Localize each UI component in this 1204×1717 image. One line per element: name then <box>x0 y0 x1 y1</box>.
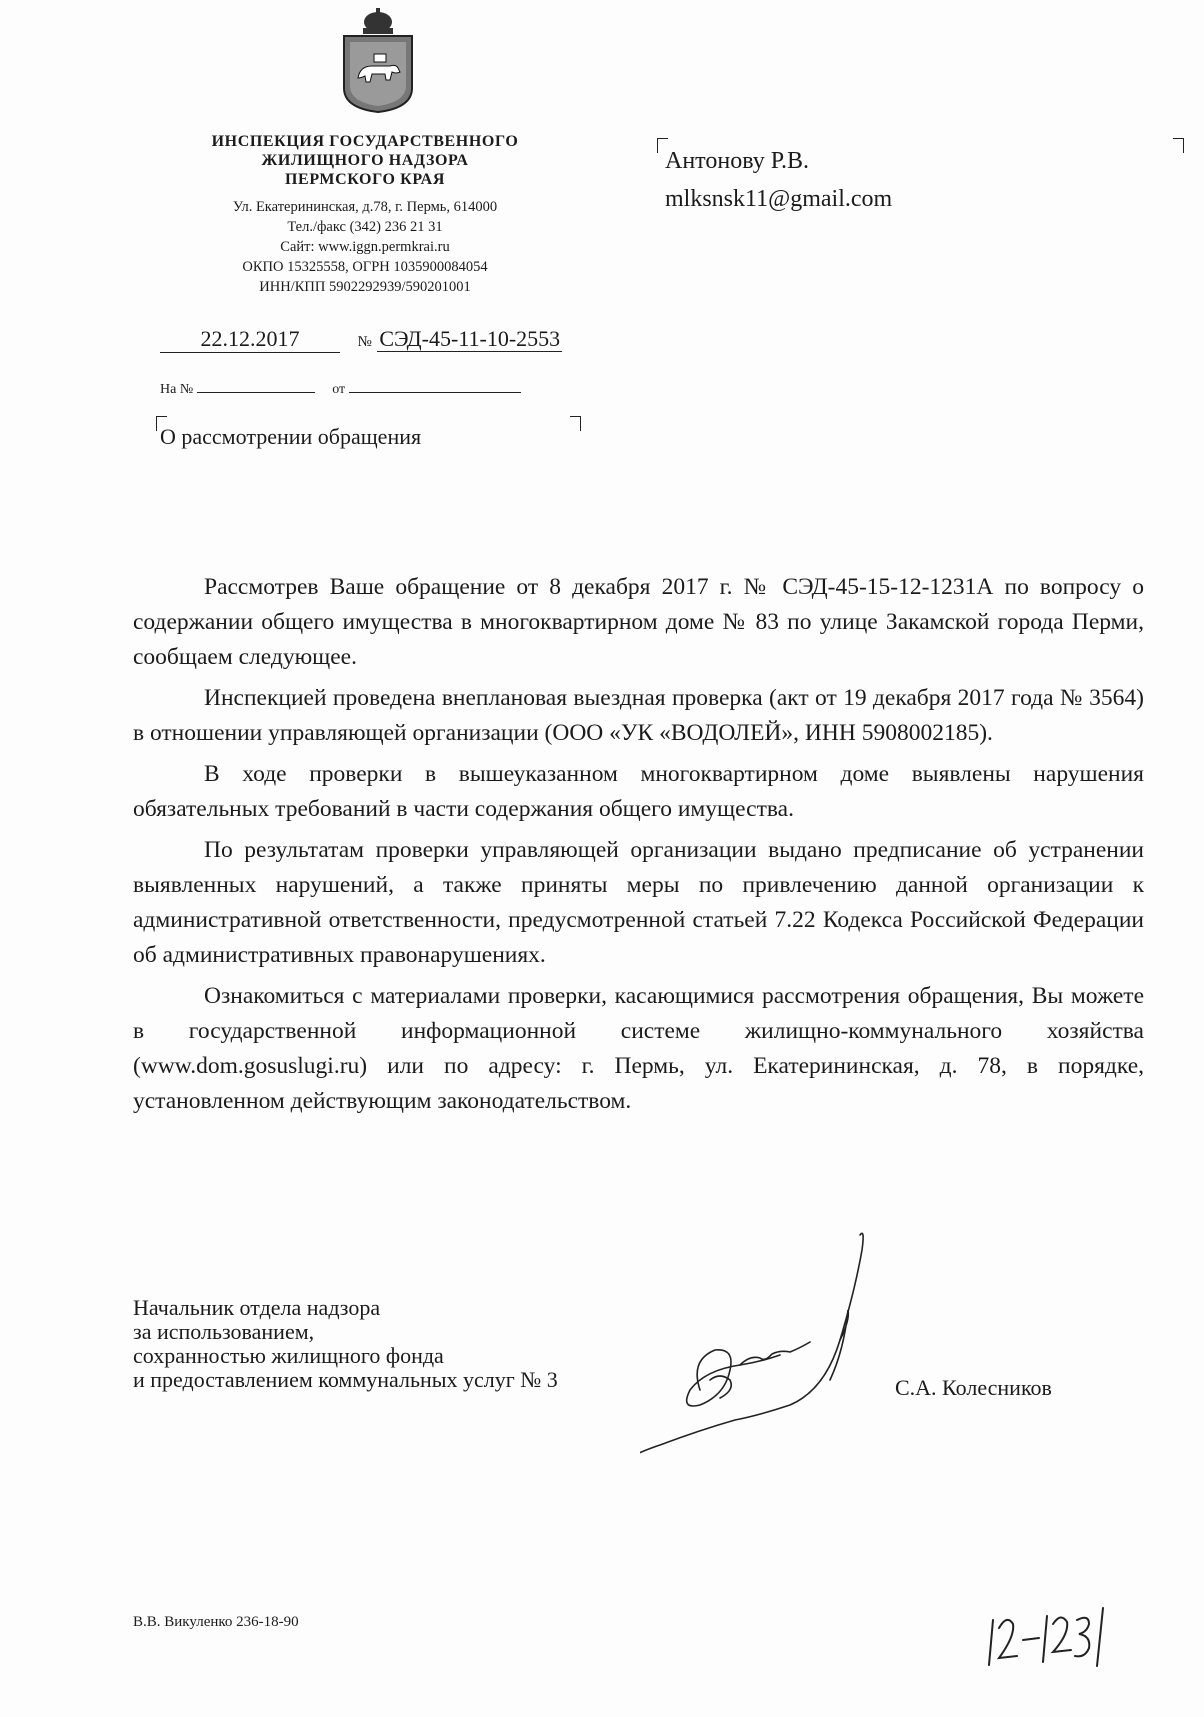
body-paragraph: Рассмотрев Ваше обращение от 8 декабря 2017 г. № СЭД-45-15-12-1231А по вопросу о содержании общего имущества в многоквартирном доме № 83 по улице Закамской города Перми, сообщаем следующее. <box>133 574 1144 670</box>
body-paragraph: В ходе проверки в вышеуказанном многоквартирном доме выявлены нарушения обязательных требований в части содержания общего имущества. <box>133 761 1144 822</box>
org-address: Ул. Екатерининская, д.78, г. Пермь, 614000 <box>232 199 498 215</box>
position-line: сохранностью жилищного фонда <box>133 1343 444 1368</box>
signatory-position <box>133 1296 558 1392</box>
coat-of-arms-icon <box>330 8 426 114</box>
org-site: Сайт: www.iggn.permkrai.ru <box>280 239 450 255</box>
body-paragraph: По результатам проверки управляющей организации выдано предписание об устранении выявленных нарушений, а также приняты меры по привлечению данной организации к административной ответственности, предусмотренной статьей 7.22 Кодекса Российской Федерации об административных правонарушениях. <box>133 837 1144 968</box>
handwritten-note <box>985 1600 1115 1670</box>
document-number: СЭД-45-11-10-2553 <box>379 326 561 351</box>
corner-mark <box>156 416 167 431</box>
org-name-line-2: ЖИЛИЩНОГО НАДЗОРА <box>261 152 469 169</box>
subject-line <box>160 424 421 450</box>
body-paragraph: Ознакомиться с материалами проверки, касающимися рассмотрения обращения, Вы можете в государственной информационной системе жилищно-коммунального хозяйства (www.dom.gosuslugi.ru) или по адресу: г. Пермь, ул. Екатерининская, д. 78, в порядке, установленном действующим законодательством. <box>133 983 1144 1114</box>
corner-mark <box>657 138 668 153</box>
executor-info: В.В. Викуленко 236-18-90 <box>133 1614 299 1630</box>
recipient-name: Антонову Р.В. <box>665 148 810 174</box>
handwritten-signature <box>640 1230 920 1480</box>
corner-mark <box>1173 138 1184 153</box>
ref-date-blank <box>349 380 521 393</box>
org-phone: Тел./факс (342) 236 21 31 <box>287 219 443 235</box>
document-date: 22.12.2017 <box>160 326 340 353</box>
subject-text: О рассмотрении обращения <box>160 424 422 449</box>
ref-number-label: На № <box>160 382 194 397</box>
recipient-email: mlksnsk11@gmail.com <box>665 186 893 212</box>
letter-body <box>133 570 1144 1125</box>
body-paragraph: Инспекцией проведена внеплановая выездная проверка (акт от 19 декабря 2017 года № 3564) в отношении управляющей организации (ООО «УК «ВОДОЛЕЙ», ИНН 5908002185). <box>133 685 1144 746</box>
reference-line <box>160 380 521 398</box>
org-inn: ИНН/КПП 5902292939/590201001 <box>259 279 471 295</box>
ref-number-blank <box>197 380 315 393</box>
ref-from-label: от <box>332 382 346 397</box>
registration-line <box>160 326 562 353</box>
signatory-name: С.А. Колесников <box>895 1375 1052 1400</box>
corner-mark <box>570 416 581 431</box>
org-name-line-3: ПЕРМСКОГО КРАЯ <box>285 171 445 188</box>
number-label: № <box>357 334 372 350</box>
org-okpo: ОКПО 15325558, ОГРН 1035900084054 <box>242 259 488 275</box>
position-line: Начальник отдела надзора <box>133 1295 381 1320</box>
position-line: и предоставлением коммунальных услуг № 3 <box>133 1367 558 1392</box>
recipient-block <box>665 142 892 218</box>
org-name-line-1: ИНСПЕКЦИЯ ГОСУДАРСТВЕННОГО <box>211 133 519 150</box>
position-line: за использованием, <box>133 1319 315 1344</box>
organization-header <box>150 132 580 297</box>
